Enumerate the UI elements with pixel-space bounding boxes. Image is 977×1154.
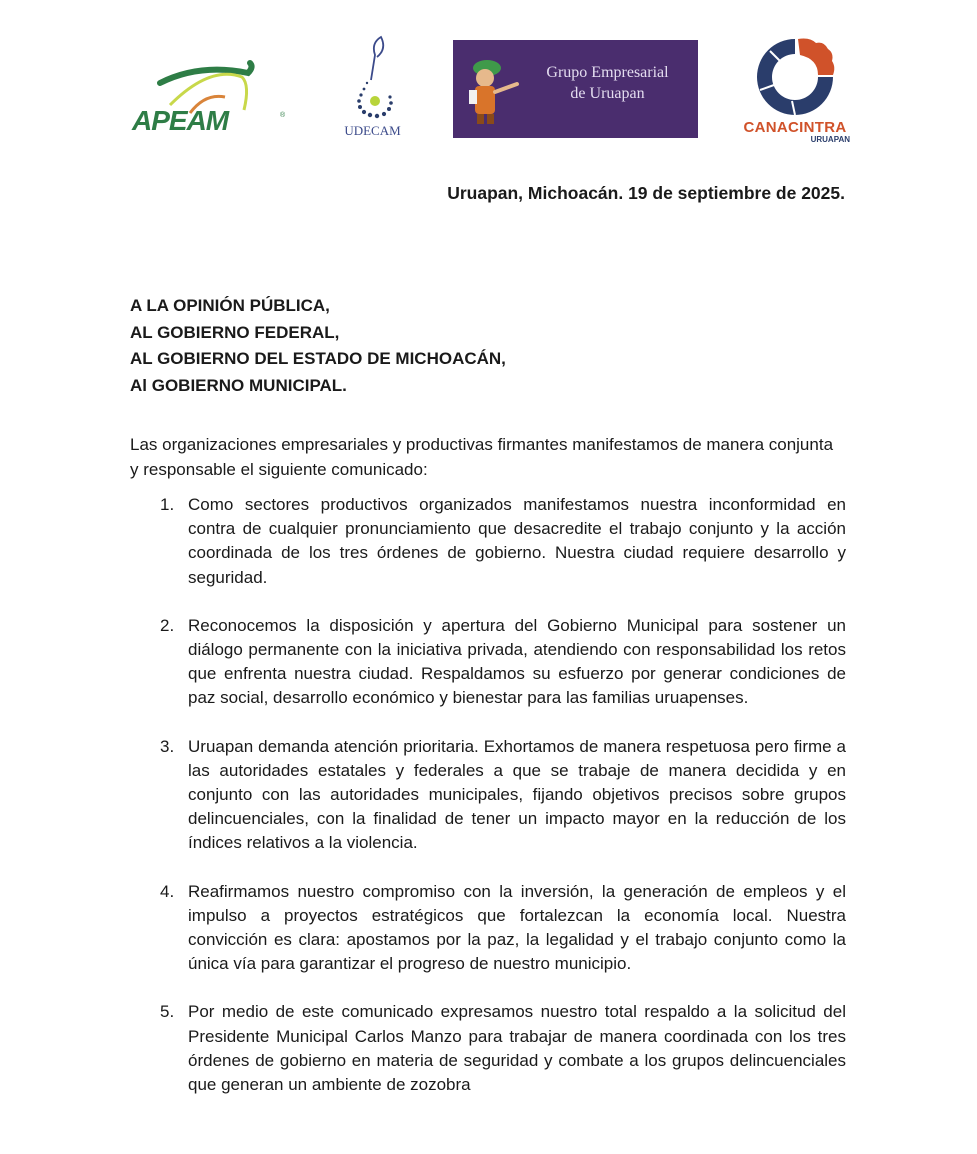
grupo-line-2: de Uruapan <box>570 85 645 102</box>
grupo-empresarial-text <box>525 62 690 104</box>
document-date: Uruapan, Michoacán. 19 de septiembre de 2025. <box>447 183 845 203</box>
list-item <box>130 880 846 977</box>
gear-circle-icon <box>740 35 850 119</box>
leaf-avocado-icon <box>335 35 410 123</box>
item-text: Por medio de este comunicado expresamos nuestro total respaldo a la solicitud del Presidente Municipal Carlos Manzo para trabajar de manera coordinada con los tres órdenes de gobierno en materia de seguridad y combate a los grupos delincuenciales que generan un ambiente de zozobra <box>188 1002 846 1095</box>
grupo-line-1: Grupo Empresarial <box>546 64 669 81</box>
item-number: 5. <box>160 1002 175 1022</box>
item-number: 2. <box>160 615 175 635</box>
list-item <box>130 493 846 590</box>
avocado-arc-icon <box>130 55 290 135</box>
item-text: Como sectores productivos organizados manifestamos nuestra inconformidad en contra de cualquier pronunciamiento que desacredite el trabajo conjunto y la acción coordinada de los tres órdenes de gobierno. Nuestra ciudad requiere desarrollo y seguridad. <box>188 495 846 587</box>
item-text: Reconocemos la disposición y apertura del Gobierno Municipal para sostener un diálogo permanente con la iniciativa privada, atendiendo con responsabilidad los retos que enfrenta nuestra ciudad. Respaldamos su esfuerzo por generar condiciones de paz social, desarrollo económico y bienestar para las familias uruapenses. <box>188 615 846 708</box>
addressees-block <box>130 293 506 399</box>
udecam-logo <box>335 35 410 145</box>
grupo-empresarial-logo <box>453 40 698 138</box>
svg-text:®: ® <box>280 112 286 119</box>
addressee-line: AL GOBIERNO DEL ESTADO DE MICHOACÁN, <box>130 349 506 368</box>
canacintra-sub: URUAPAN <box>810 135 850 144</box>
item-number: 3. <box>160 736 175 756</box>
list-item <box>130 614 846 711</box>
intro-paragraph: Las organizaciones empresariales y productivas firmantes manifestamos de manera conjunta y responsable el siguiente comunicado: <box>130 435 834 479</box>
canacintra-name: CANACINTRA <box>743 119 847 136</box>
addressee-line: Al GOBIERNO MUNICIPAL. <box>130 375 347 395</box>
statement-list <box>130 493 846 1121</box>
canacintra-logo <box>740 35 850 147</box>
item-number: 1. <box>160 495 175 514</box>
udecam-label: UDECAM <box>344 123 401 138</box>
mascot-icon <box>459 40 529 138</box>
svg-text:APEAM: APEAM <box>132 105 229 135</box>
list-item <box>130 735 846 856</box>
apeam-logo <box>130 55 290 135</box>
item-text: Uruapan demanda atención prioritaria. Exhortamos de manera respetuosa pero firme a las autoridades estatales y federales a que se trabaje de manera decidida y en conjunto con las autoridades municipales, fijando objetivos precisos sobre grupos delincuenciales, con la finalidad de tener un impacto mayor en la reducción de los índices relativos a la violencia. <box>188 736 846 853</box>
addressee-line: A LA OPINIÓN PÚBLICA, <box>130 296 330 315</box>
item-number: 4. <box>160 881 175 901</box>
item-text: Reafirmamos nuestro compromiso con la inversión, la generación de empleos y el impulso a proyectos estratégicos que fortalezcan la economía local. Nuestra convicción es clara: apostamos por la paz, la legalidad y el trabajo conjunto como la única vía para garantizar el progreso de nuestro municipio. <box>188 881 846 974</box>
header-logos <box>0 0 977 160</box>
addressee-line: AL GOBIERNO FEDERAL, <box>130 322 340 342</box>
list-item <box>130 1000 846 1097</box>
